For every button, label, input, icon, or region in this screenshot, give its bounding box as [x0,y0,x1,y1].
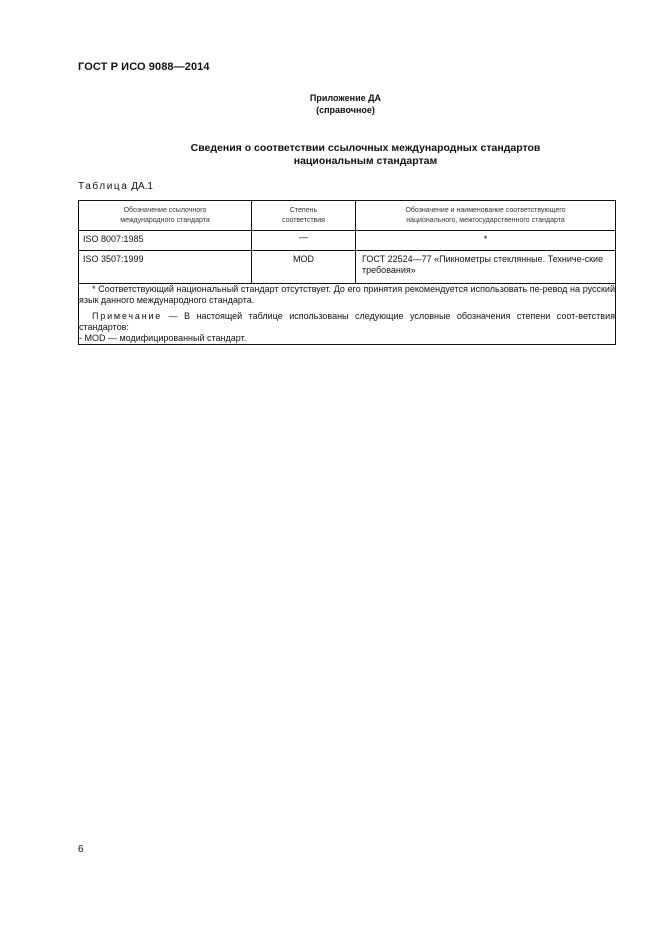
appendix-heading [0,92,661,116]
table-notes-row [79,284,616,345]
document-code: ГОСТ Р ИСО 9088—2014 [78,61,210,73]
table-notes [79,284,616,345]
cell-degree: MOD [252,251,356,284]
table-caption-word: Таблица [78,181,129,192]
note-label: Примечание [92,311,163,321]
cell-reference-standard: ISO 8007:1985 [79,231,252,251]
header-degree-of-correspondence: Степень соответствия [252,201,356,231]
header-national-standard: Обозначение и наименование соответствующего национального, межгосударственного стандарта [356,201,616,231]
appendix-subtitle: (справочное) [316,105,375,115]
table-row [79,251,616,284]
table-header-row [79,201,616,231]
cell-degree: — [252,231,356,251]
table-row [79,231,616,251]
note-text: — В настоящей таблице использованы следующие условные обозначения степени соот-ветствия стандартов: [79,311,615,332]
table-caption [78,181,153,192]
table-note [79,311,615,333]
note-item: - MOD — модифицированный стандарт. [79,333,247,343]
section-title-line-1: Сведения о соответствии ссылочных международных стандартов [190,142,541,154]
section-title-line-2: национальным стандартам [293,155,438,167]
cell-reference-standard: ISO 3507:1999 [79,251,252,284]
appendix-title: Приложение ДА [309,93,382,103]
table-footnote: * Соответствующий национальный стандарт отсутствует. До его принятия рекомендуется использовать пе-ревод на русский язык данного международного стандарта. [79,284,615,305]
section-title [0,142,661,168]
correspondence-table [78,200,616,345]
page-number: 6 [78,844,84,855]
table-caption-number: ДА.1 [131,181,153,192]
header-reference-standard: Обозначение ссылочного международного стандарта [79,201,252,231]
cell-national-standard: * [356,231,616,251]
cell-national-standard: ГОСТ 22524—77 «Пикнометры стеклянные. Техниче-ские требования» [356,251,616,284]
